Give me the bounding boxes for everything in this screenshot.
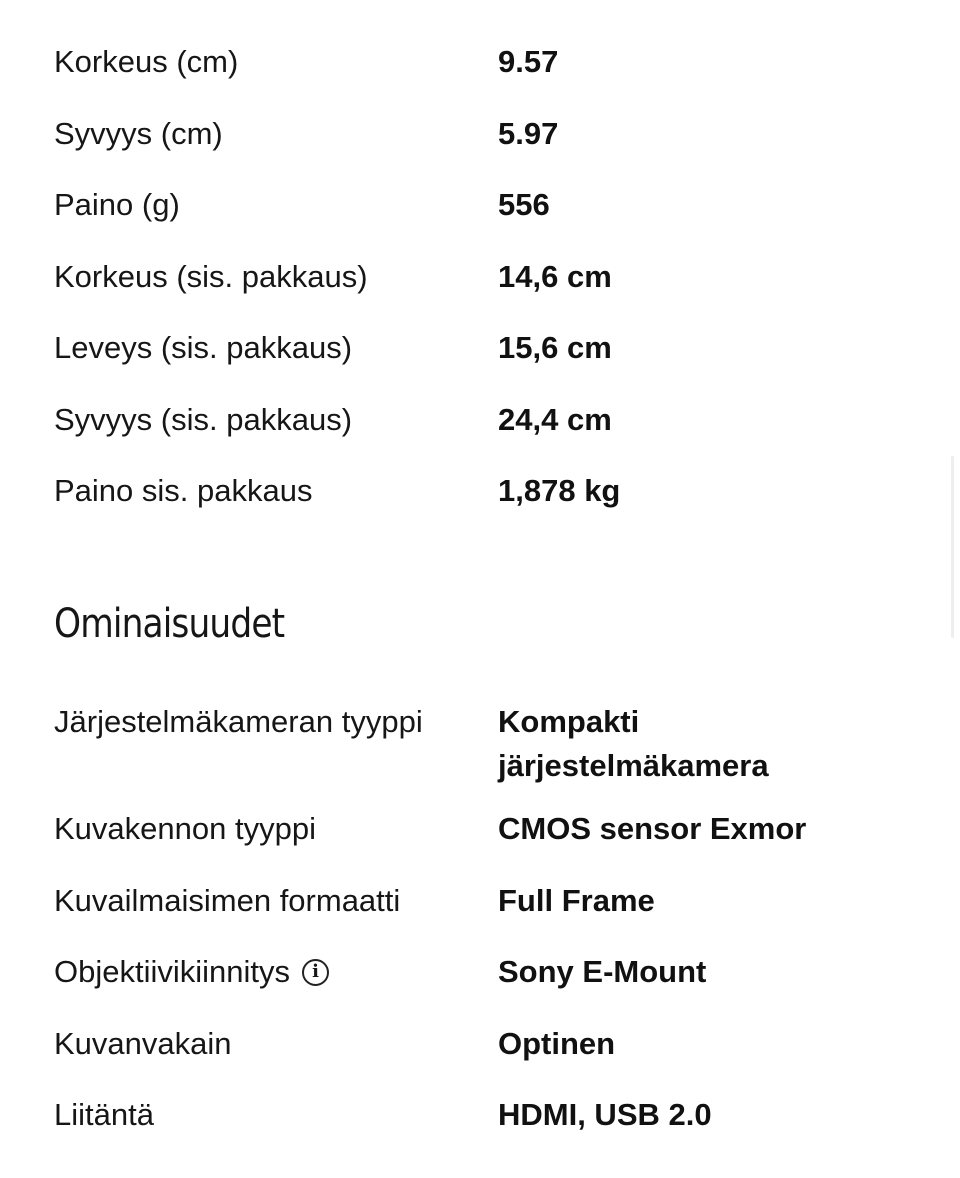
spec-value: Sony E-Mount <box>498 954 707 989</box>
spec-label: Korkeus (sis. pakkaus) <box>54 258 368 294</box>
spec-label: Paino (g) <box>54 187 180 222</box>
spec-label: Kuvakennon tyyppi <box>54 811 316 846</box>
spec-row <box>54 183 914 255</box>
spec-row <box>54 398 914 470</box>
spec-value: 15,6 cm <box>498 330 612 365</box>
spec-value: 14,6 cm <box>498 258 612 294</box>
section-title: Ominaisuudet <box>54 601 285 647</box>
spec-label: Järjestelmäkameran tyyppi <box>54 704 423 739</box>
dimensions-table <box>54 40 914 541</box>
spec-row <box>54 255 914 327</box>
spec-value: CMOS sensor Exmor <box>498 811 807 846</box>
spec-row <box>54 879 914 951</box>
spec-label: Korkeus (cm) <box>54 44 239 79</box>
spec-label-with-info <box>54 950 498 994</box>
spec-label: Paino sis. pakkaus <box>54 473 313 508</box>
spec-label: Syvyys (sis. pakkaus) <box>54 401 353 437</box>
spec-label: Kuvanvakain <box>54 1025 232 1061</box>
spec-label: Liitäntä <box>54 1097 154 1132</box>
spec-value: 1,878 kg <box>498 473 621 508</box>
features-table <box>54 700 914 1165</box>
spec-value: 556 <box>498 187 550 222</box>
spec-label: Syvyys (cm) <box>54 115 223 151</box>
spec-value: Kompakti järjestelmäkamera <box>498 704 769 783</box>
spec-row <box>54 326 914 398</box>
spec-value: 9.57 <box>498 44 559 79</box>
spec-row <box>54 40 914 112</box>
spec-value: Optinen <box>498 1025 616 1061</box>
spec-row <box>54 700 914 807</box>
spec-value: HDMI, USB 2.0 <box>498 1097 712 1132</box>
spec-value: 24,4 cm <box>498 401 612 437</box>
spec-label: Leveys (sis. pakkaus) <box>54 330 353 365</box>
scrollbar[interactable] <box>951 456 954 638</box>
spec-row <box>54 1022 914 1094</box>
spec-value: 5.97 <box>498 115 559 151</box>
spec-label-text: Objektiivikiinnitys <box>54 954 291 989</box>
spec-row <box>54 112 914 184</box>
spec-row <box>54 1093 914 1165</box>
spec-row <box>54 469 914 541</box>
info-icon[interactable]: i <box>302 959 329 986</box>
spec-label: Kuvailmaisimen formaatti <box>54 882 401 918</box>
spec-value: Full Frame <box>498 882 655 918</box>
spec-row <box>54 807 914 879</box>
spec-row <box>54 950 914 1022</box>
